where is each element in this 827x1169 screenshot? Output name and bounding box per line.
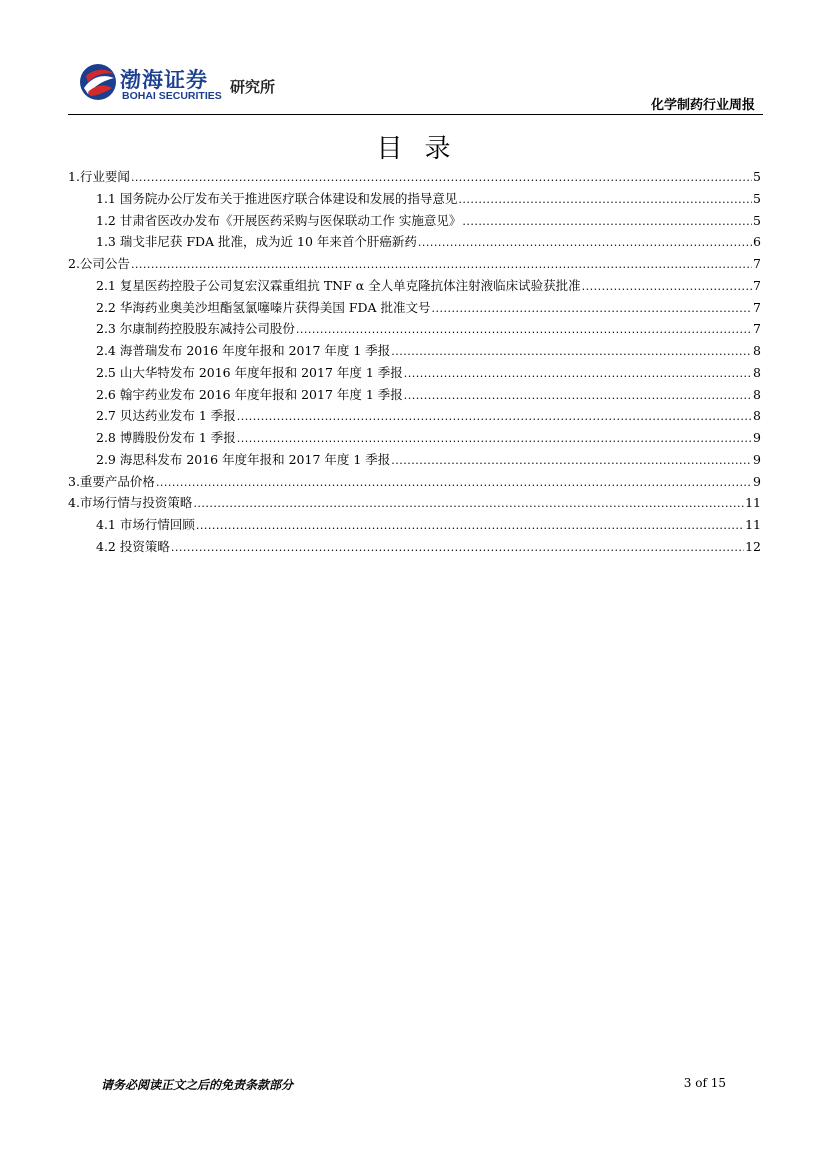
toc-leader-dots — [193, 493, 744, 515]
toc-entry-page: 6 — [753, 234, 761, 250]
toc-entry-label: 2.1 复星医药控股子公司复宏汉霖重组抗 TNF α 全人单克隆抗体注射液临床试验获批准 — [96, 277, 581, 293]
toc-entry-label: 4.市场行情与投资策略 — [68, 495, 193, 511]
toc-entry[interactable] — [68, 536, 761, 558]
toc-entry-label: 2.6 翰宇药业发布 2016 年度年报和 2017 年度 1 季报 — [96, 386, 403, 402]
toc-entry-label: 2.8 博腾股份发布 1 季报 — [96, 430, 236, 445]
toc-entry[interactable] — [68, 362, 761, 384]
toc-leader-dots — [131, 167, 752, 189]
toc-entry[interactable] — [68, 471, 761, 493]
toc-leader-dots — [196, 515, 744, 537]
toc-leader-dots — [462, 211, 752, 233]
toc-entry[interactable] — [68, 210, 761, 232]
toc-entry[interactable] — [68, 514, 761, 536]
toc-entry-page: 9 — [753, 430, 761, 445]
page-header — [68, 58, 763, 114]
toc-leader-dots — [296, 319, 752, 341]
toc-entry[interactable] — [68, 427, 761, 449]
toc-entry-page: 9 — [753, 473, 761, 489]
toc-leader-dots — [432, 298, 753, 320]
toc-entry-label: 1.行业要闻 — [68, 169, 130, 184]
toc-entry-label: 2.3 尔康制药控股股东减持公司股份 — [96, 321, 295, 337]
header-divider — [68, 114, 763, 115]
toc-entry-label: 2.7 贝达药业发布 1 季报 — [96, 408, 236, 424]
toc-leader-dots — [582, 276, 752, 298]
toc-entry-page: 8 — [753, 343, 761, 358]
toc-entry[interactable] — [68, 166, 761, 188]
brand-name-cn: 渤海证券 — [120, 68, 208, 92]
toc-leader-dots — [404, 363, 752, 385]
institute-label: 研究所 — [230, 78, 276, 96]
toc-entry[interactable] — [68, 231, 761, 253]
toc-leader-dots — [418, 232, 752, 254]
toc-entry-label: 4.2 投资策略 — [96, 538, 170, 554]
toc-entry-label: 2.2 华海药业奥美沙坦酯氢氯噻嗪片获得美国 FDA 批准文号 — [96, 299, 431, 315]
toc-entry-page: 8 — [753, 386, 761, 402]
toc-entry-page: 12 — [745, 538, 761, 554]
toc-entry[interactable] — [68, 188, 761, 210]
footer-page-number: 3 of 15 — [683, 1076, 726, 1090]
toc-entry-label: 2.5 山大华特发布 2016 年度年报和 2017 年度 1 季报 — [96, 364, 403, 380]
toc-leader-dots — [237, 428, 752, 450]
toc-leader-dots — [391, 450, 752, 472]
report-title: 化学制药行业周报 — [650, 98, 755, 113]
toc-entry-label: 2.9 海思科发布 2016 年度年报和 2017 年度 1 季报 — [96, 451, 391, 467]
toc-leader-dots — [458, 189, 752, 211]
toc-entry[interactable] — [68, 384, 761, 406]
toc-entry-label: 1.3 瑞戈非尼获 FDA 批准，成为近 10 年来首个肝癌新药 — [96, 234, 417, 250]
toc-entry[interactable] — [68, 449, 761, 471]
toc-entry-page: 8 — [753, 408, 761, 424]
toc-entry-label: 1.1 国务院办公厅发布关于推进医疗联合体建设和发展的指导意见 — [96, 190, 458, 206]
toc-entry-page: 7 — [753, 277, 761, 293]
toc-leader-dots — [391, 341, 752, 363]
toc-entry[interactable] — [68, 253, 761, 275]
toc-entry[interactable] — [68, 275, 761, 297]
toc-title: 目录 — [376, 134, 473, 164]
table-of-contents — [68, 166, 761, 558]
toc-entry-page: 7 — [753, 321, 761, 337]
footer-disclaimer: 请务必阅读正文之后的免责条款部分 — [101, 1078, 294, 1092]
toc-entry-page: 11 — [745, 517, 761, 532]
toc-leader-dots — [404, 385, 752, 407]
toc-leader-dots — [156, 472, 752, 494]
brand-name-en: BOHAI SECURITIES — [122, 90, 222, 102]
toc-entry-page: 5 — [753, 169, 761, 184]
toc-entry[interactable] — [68, 405, 761, 427]
toc-leader-dots — [171, 537, 744, 559]
toc-entry[interactable] — [68, 318, 761, 340]
toc-entry-page: 5 — [753, 212, 761, 228]
toc-entry-page: 11 — [745, 495, 761, 511]
toc-entry-label: 3.重要产品价格 — [68, 473, 155, 489]
toc-entry-label: 2.4 海普瑞发布 2016 年度年报和 2017 年度 1 季报 — [96, 343, 391, 358]
toc-entry-label: 4.1 市场行情回顾 — [96, 517, 195, 532]
toc-entry-page: 9 — [753, 451, 761, 467]
toc-leader-dots — [237, 406, 752, 428]
toc-entry-page: 7 — [753, 256, 761, 271]
toc-entry-page: 5 — [753, 190, 761, 206]
toc-entry-label: 2.公司公告 — [68, 256, 130, 271]
toc-entry[interactable] — [68, 340, 761, 362]
toc-entry-label: 1.2 甘肃省医改办发布《开展医药采购与医保联动工作 实施意见》 — [96, 212, 462, 228]
toc-entry[interactable] — [68, 297, 761, 319]
toc-leader-dots — [131, 254, 752, 276]
toc-entry[interactable] — [68, 492, 761, 514]
toc-entry-page: 8 — [753, 364, 761, 380]
bohai-logo-icon — [78, 62, 118, 102]
toc-entry-page: 7 — [753, 299, 761, 315]
